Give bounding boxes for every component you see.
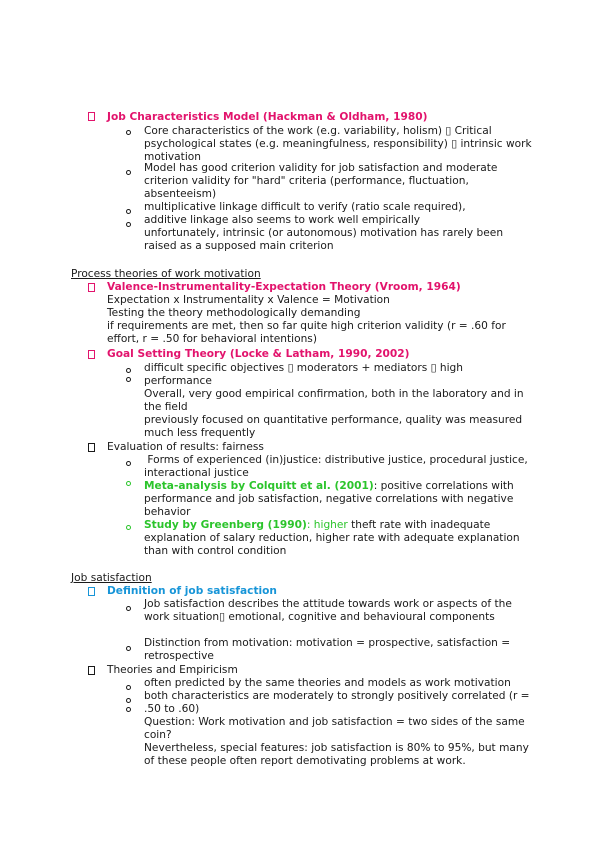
list-item: often predicted by the same theories and models as work motivation [144,677,511,689]
circle-bullet-icon [126,603,131,616]
circle-bullet-icon [126,643,131,656]
bullet-box-icon [88,282,100,295]
text-line: if requirements are met, then so far quite high criterion validity (r = .60 for effort, r = .50 for behavioral intentions) [107,320,506,345]
list-item: Overall, very good empirical confirmation, both in the laboratory and in the field [144,388,524,413]
circle-bullet-icon [126,167,131,180]
section-title: Job Characteristics Model (Hackman & Oldham, 1980) [107,111,428,123]
list-item: difficult specific objectives ▯ moderators + mediators ▯ high performance [144,362,463,387]
circle-bullet-icon [126,374,131,387]
list-item: both characteristics are moderately to strongly positively correlated (r = .50 to .60) [144,690,530,715]
circle-bullet-icon [126,127,131,140]
list-item [144,519,532,558]
highlight-label: Study by Greenberg (1990) [144,519,307,531]
circle-bullet-icon [126,219,131,232]
list-item: additive linkage also seems to work well empirically [144,214,421,226]
heading-process-theories: Process theories of work motivation [71,268,261,280]
bullet-box-icon [88,665,100,678]
highlight-text: : higher [306,519,352,531]
list-item: Core characteristics of the work (e.g. variability, holism) ▯ Critical psychological states (e.g. meaningfulness, responsibility) ▯ intrinsic work motivation [144,125,532,163]
list-item: Job satisfaction describes the attitude towards work or aspects of the work situation▯ emotional, cognitive and behavioural components [144,598,512,623]
bullet-box-icon [88,586,100,599]
heading-job-satisfaction: Job satisfaction [71,572,152,584]
list-item: unfortunately, intrinsic (or autonomous) motivation has rarely been raised as a supposed main criterion [144,227,504,252]
list-item-text: theft rate with inadequate explanation of salary reduction, higher rate with adequate explanation than with control condition [144,519,520,557]
section-title-theories: Theories and Empiricism [107,664,238,676]
highlight-label: Meta-analysis by Colquitt et al. (2001) [144,480,374,492]
circle-bullet-icon [126,682,131,695]
list-item: previously focused on quantitative performance, quality was measured much less frequently [144,414,523,439]
section-title-definition: Definition of job satisfaction [107,585,277,597]
section-title-vroom: Valence-Instrumentality-Expectation Theory (Vroom, 1964) [107,281,461,293]
section-job-characteristics [0,111,600,125]
list-item: Nevertheless, special features: job satisfaction is 80% to 95%, but many of these people often report demotivating problems at work. [144,742,529,767]
list-item: multiplicative linkage difficult to verify (ratio scale required), [144,201,466,213]
bullet-box-icon [88,111,100,124]
circle-bullet-icon [126,458,131,471]
section-title-goal-setting: Goal Setting Theory (Locke & Latham, 1990, 2002) [107,348,410,360]
bullet-box-icon [88,442,100,455]
list-item-text: : positive correlations with performance and job satisfaction, negative correlations with negative behavior [144,480,514,518]
list-item: Question: Work motivation and job satisfaction = two sides of the same coin? [144,716,525,741]
circle-bullet-icon [126,522,131,535]
circle-bullet-icon [126,206,131,219]
circle-bullet-icon [126,478,131,491]
list-item: Model has good criterion validity for job satisfaction and moderate criterion validity for "hard" criteria (performance, fluctuation, absenteeism) [144,162,498,200]
circle-bullet-icon [126,704,131,717]
bullet-box-icon [88,349,100,362]
list-item: Distinction from motivation: motivation = prospective, satisfaction = retrospective [144,637,511,662]
text-line: Expectation x Instrumentality x Valence = Motivation [107,294,390,306]
section-title-fairness: Evaluation of results: fairness [107,441,264,453]
text-line: Testing the theory methodologically demanding [107,307,361,319]
list-item-text: Forms of experienced (in)justice: distributive justice, procedural justice, interactional justice [144,454,528,479]
list-item [144,480,532,519]
list-item [144,454,532,480]
